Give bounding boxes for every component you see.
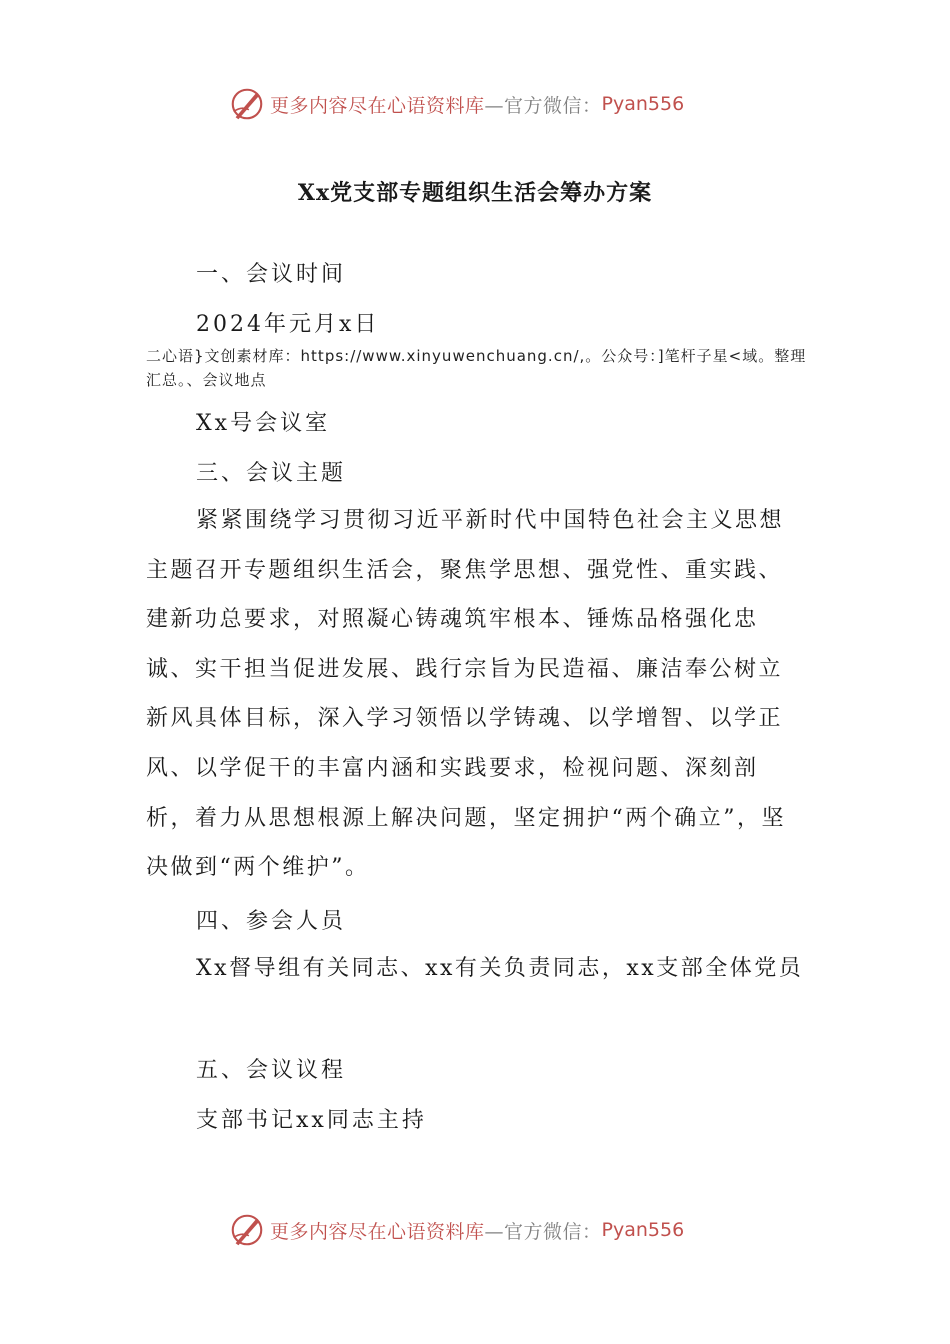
header-watermark <box>228 82 728 126</box>
pen-logo-icon <box>228 85 266 123</box>
source-note: 二心语}文创素材库：https://www.xinyuwenchuang.cn/,。公众号：]笔杆子星<域。整理汇总。、会议地点 <box>146 347 807 389</box>
section-1-heading: 一、会议时间 <box>196 262 347 287</box>
section-3-heading: 三、会议主题 <box>196 461 347 486</box>
banner-wechat-id: Pyan556 <box>601 93 685 115</box>
banner-text: 更多内容尽在心语资料库—官方微信： <box>270 94 602 117</box>
document-title: Xx党支部专题组织生活会筹办方案 <box>297 180 653 206</box>
banner-text: 更多内容尽在心语资料库—官方微信： <box>270 1220 602 1243</box>
section-1-content: 2024年元月x日 <box>196 312 380 337</box>
section-4-content: Xx督导组有关同志、xx有关负责同志，xx支部全体党员 <box>196 956 804 981</box>
section-5-content: 支部书记xx同志主持 <box>196 1108 427 1133</box>
section-5-heading: 五、会议议程 <box>196 1058 347 1083</box>
section-4-heading: 四、参会人员 <box>196 909 347 934</box>
footer-watermark <box>228 1208 728 1252</box>
banner-wechat-id: Pyan556 <box>601 1219 685 1241</box>
section-3-content: 紧紧围绕学习贯彻习近平新时代中国特色社会主义思想主题召开专题组织生活会，聚焦学思想、强党性、重实践、建新功总要求，对照凝心铸魂筑牢根本、锤炼品格强化忠诚、实干担当促进发展、践行宗旨为民造福、廉洁奉公树立新风具体目标，深入学习领悟以学铸魂、以学增智、以学正风、以学促干的丰富内涵和实践要求，检视问题、深刻剖析，着力从思想根源上解决问题，坚定拥护“两个确立”，坚决做到“两个维护”。 <box>146 508 786 881</box>
section-2-content: Xx号会议室 <box>196 411 331 436</box>
pen-logo-icon <box>228 1211 266 1249</box>
